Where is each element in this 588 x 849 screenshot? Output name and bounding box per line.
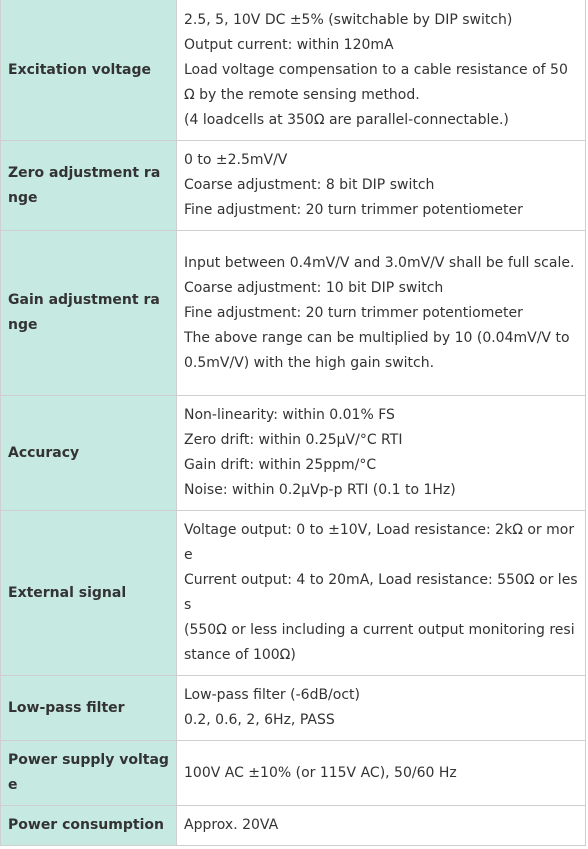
spec-value-line: The above range can be multiplied by 10 (0.04mV/V to 0.5mV/V) with the high gain switch. <box>184 329 570 371</box>
spec-value-line: Fine adjustment: 20 turn trimmer potentiometer <box>184 202 523 218</box>
spec-value-line: Gain drift: within 25ppm/°C <box>184 457 377 473</box>
spec-value-line: 0 to ±2.5mV/V <box>184 152 288 168</box>
spec-value-line: Load voltage compensation to a cable resistance of 50Ω by the remote sensing method. <box>184 61 568 103</box>
spec-value-line: Fine adjustment: 20 turn trimmer potentiometer <box>184 304 523 321</box>
spec-value-line: 0.2, 0.6, 2, 6Hz, PASS <box>184 712 335 728</box>
spec-value-line: (550Ω or less including a current output monitoring resistance of 100Ω) <box>184 622 575 663</box>
spec-label: Zero adjustment range <box>1 141 177 231</box>
spec-row-gain-adjustment-range <box>1 231 586 396</box>
spec-value <box>177 396 586 511</box>
spec-label: Power consumption <box>1 806 177 846</box>
spec-label: Accuracy <box>1 396 177 511</box>
spec-value-line: 100V AC ±10% (or 115V AC), 50/60 Hz <box>184 764 457 781</box>
spec-value <box>177 676 586 741</box>
spec-value-line: Approx. 20VA <box>184 817 279 833</box>
spec-value-line: Zero drift: within 0.25μV/°C RTI <box>184 432 403 448</box>
spec-value-line: 2.5, 5, 10V DC ±5% (switchable by DIP switch) <box>184 11 513 28</box>
spec-value-line: Noise: within 0.2μVp-p RTI (0.1 to 1Hz) <box>184 482 456 498</box>
spec-value-line: Coarse adjustment: 8 bit DIP switch <box>184 177 435 193</box>
spec-row-power-consumption <box>1 806 586 846</box>
spec-value-line: Input between 0.4mV/V and 3.0mV/V shall be full scale. <box>184 254 575 271</box>
spec-value-line: Voltage output: 0 to ±10V, Load resistance: 2kΩ or more <box>184 522 575 563</box>
spec-value <box>177 231 586 396</box>
spec-value <box>177 806 586 846</box>
spec-label: External signal <box>1 511 177 676</box>
spec-value <box>177 741 586 806</box>
spec-row-power-supply-voltage <box>1 741 586 806</box>
spec-row-excitation-voltage <box>1 0 586 141</box>
spec-value-line: Output current: within 120mA <box>184 36 394 53</box>
spec-value-line: Coarse adjustment: 10 bit DIP switch <box>184 279 444 296</box>
spec-row-low-pass-filter <box>1 676 586 741</box>
spec-row-zero-adjustment-range <box>1 141 586 231</box>
spec-label: Gain adjustment range <box>1 231 177 396</box>
spec-row-accuracy <box>1 396 586 511</box>
spec-label: Low-pass filter <box>1 676 177 741</box>
spec-value <box>177 511 586 676</box>
spec-value-line: Current output: 4 to 20mA, Load resistance: 550Ω or less <box>184 572 578 613</box>
spec-value <box>177 141 586 231</box>
spec-value <box>177 0 586 141</box>
spec-row-external-signal <box>1 511 586 676</box>
spec-value-line: (4 loadcells at 350Ω are parallel-connectable.) <box>184 111 509 128</box>
spec-value-line: Low-pass filter (-6dB/oct) <box>184 687 360 703</box>
spec-label: Excitation voltage <box>1 0 177 141</box>
spec-label: Power supply voltage <box>1 741 177 806</box>
spec-value-line: Non-linearity: within 0.01% FS <box>184 407 395 423</box>
